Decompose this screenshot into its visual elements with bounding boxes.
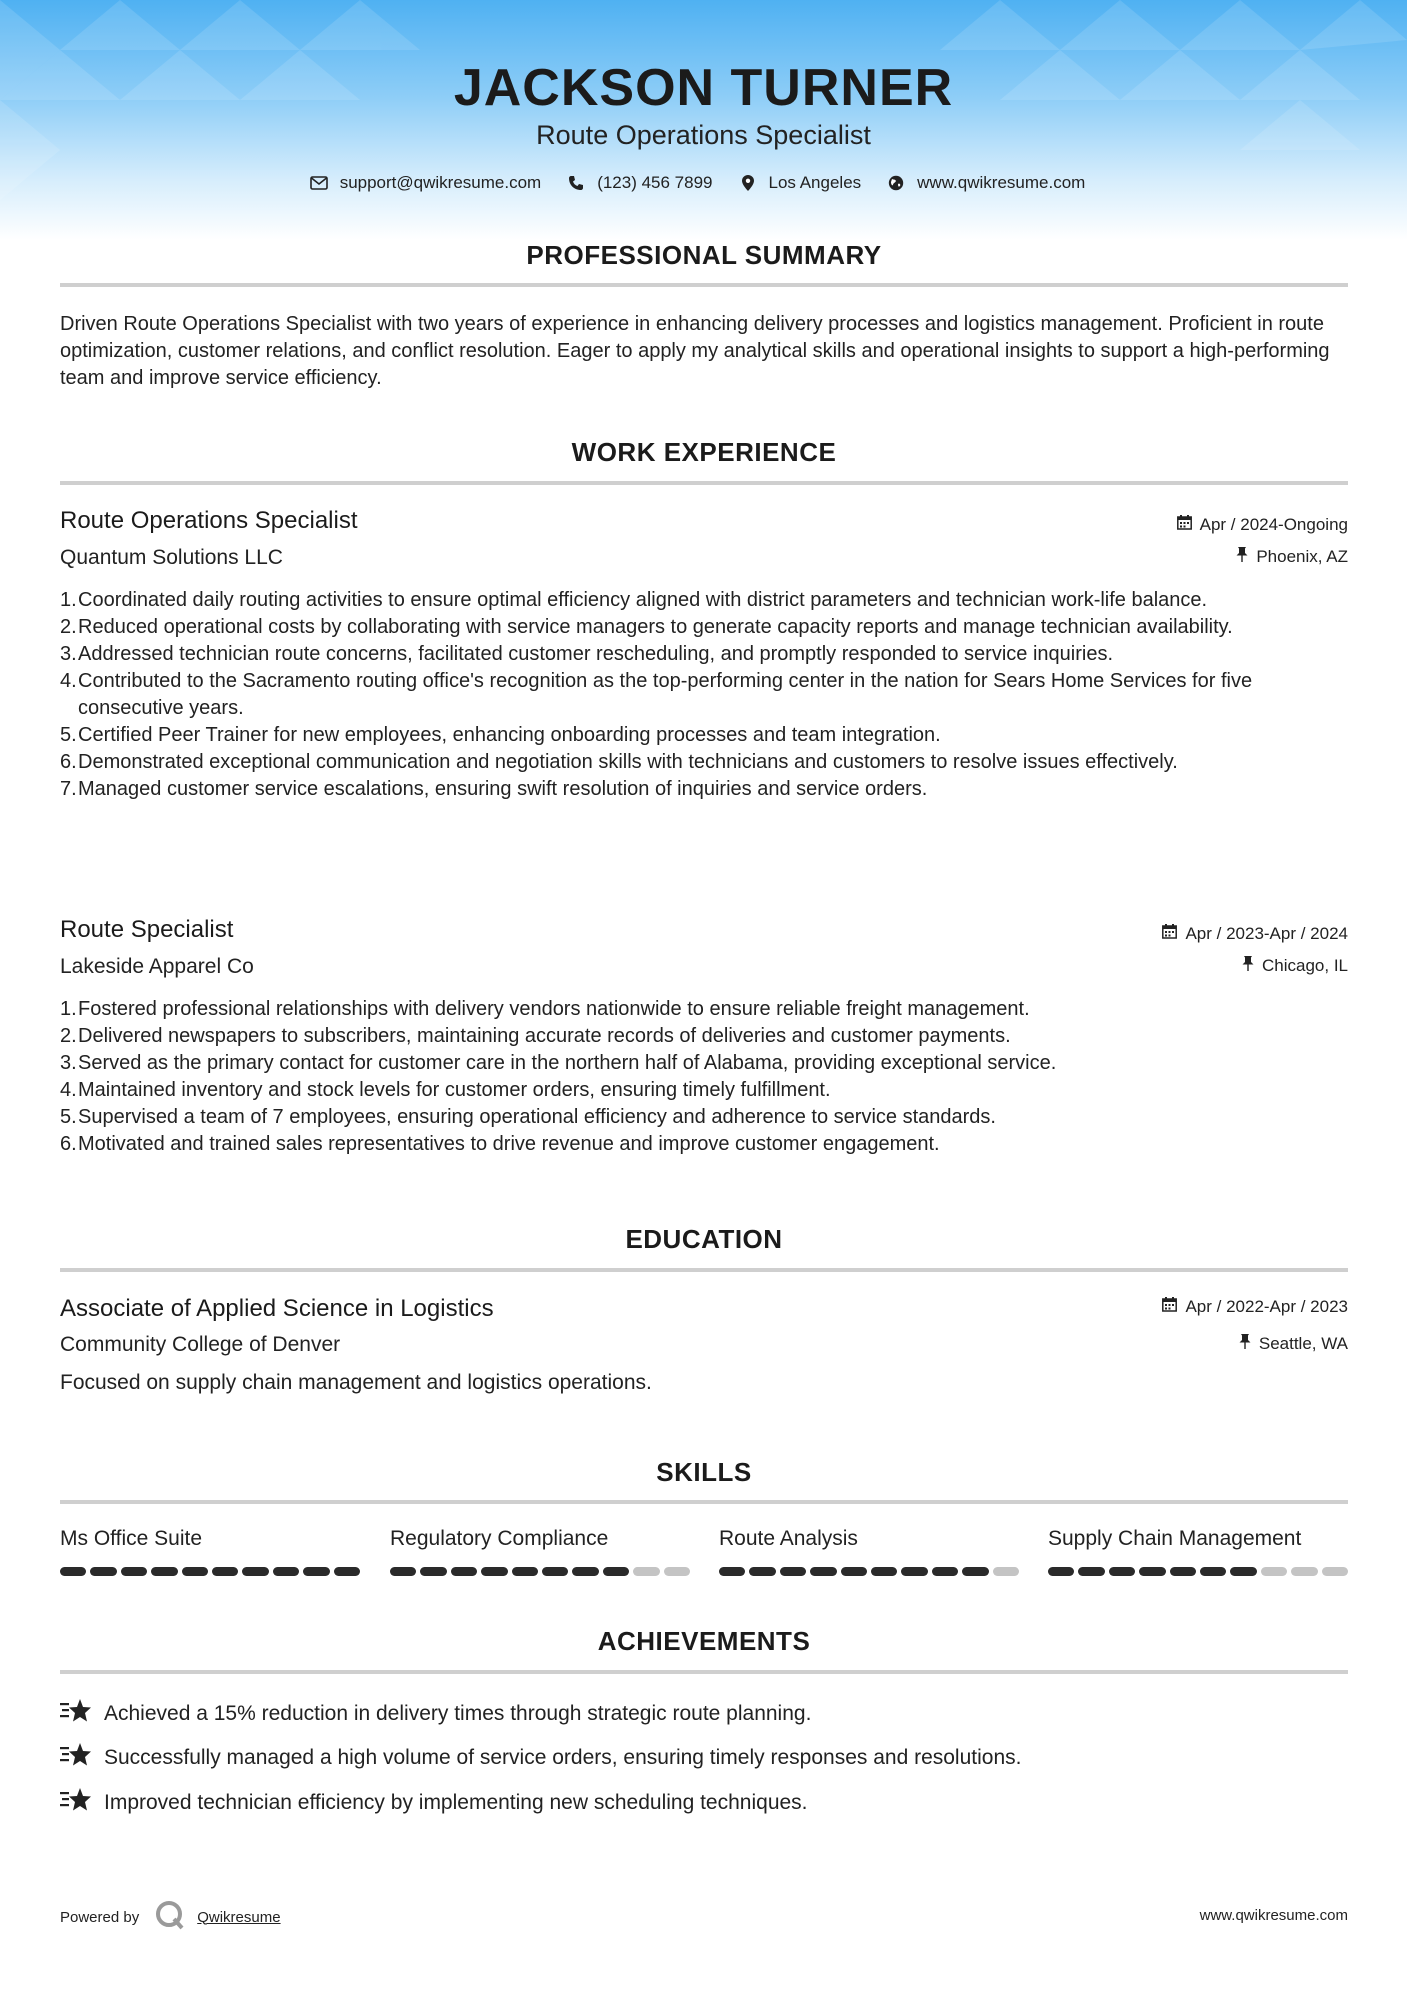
calendar-icon xyxy=(1162,1297,1177,1317)
job-dates-text: Apr / 2023-Apr / 2024 xyxy=(1185,924,1348,943)
job-company: Quantum Solutions LLC xyxy=(60,546,283,569)
skill-dot-filled xyxy=(90,1567,116,1576)
experience-divider xyxy=(60,481,1348,485)
skill-dot-filled xyxy=(932,1567,958,1576)
skill-dot-filled xyxy=(1139,1567,1165,1576)
skill-dot-filled xyxy=(182,1567,208,1576)
star-icon xyxy=(60,1786,92,1820)
globe-icon xyxy=(885,172,907,194)
contact-phone-text: (123) 456 7899 xyxy=(597,173,713,192)
list-item: 5. Supervised a team of 7 employees, ensuring operational efficiency and adherence to service standards. xyxy=(60,1106,996,1128)
skill-dot-filled xyxy=(871,1567,897,1576)
school-name: Community College of Denver xyxy=(60,1333,341,1356)
job-responsibilities xyxy=(60,996,1348,1158)
skill-dot-filled xyxy=(962,1567,988,1576)
skill-dot-filled xyxy=(451,1567,477,1576)
skill-dot-filled xyxy=(1078,1567,1104,1576)
contact-email[interactable] xyxy=(308,172,542,194)
star-icon xyxy=(60,1697,92,1731)
list-item: 6. Demonstrated exceptional communication and negotiation skills with technicians and customers to resolve issues effectively. xyxy=(60,751,1178,773)
skill-dot-empty xyxy=(993,1567,1019,1576)
skill-dot-filled xyxy=(603,1567,629,1576)
list-item: 5. Certified Peer Trainer for new employees, enhancing onboarding processes and team integration. xyxy=(60,724,941,746)
skill-dot-filled xyxy=(60,1567,86,1576)
skill-rating xyxy=(60,1567,360,1576)
qwikresume-link[interactable]: Qwikresume xyxy=(197,1908,281,1926)
experience-heading: WORK EXPERIENCE xyxy=(571,437,837,467)
job-title: Route Operations Specialist xyxy=(60,507,358,534)
calendar-icon xyxy=(1177,515,1192,535)
achievement-item xyxy=(60,1786,1348,1820)
achievement-text: Successfully managed a high volume of service orders, ensuring timely responses and resolutions. xyxy=(104,1746,1022,1769)
powered-by-label: Powered by xyxy=(60,1908,140,1926)
skill-dot-filled xyxy=(841,1567,867,1576)
job-title: Route Specialist xyxy=(60,916,234,943)
skill-dot-filled xyxy=(1048,1567,1074,1576)
skill-dot-filled xyxy=(780,1567,806,1576)
skill-dot-filled xyxy=(212,1567,238,1576)
job-location-text: Phoenix, AZ xyxy=(1256,547,1348,566)
skill-dot-filled xyxy=(512,1567,538,1576)
list-item: 2. Delivered newspapers to subscribers, maintaining accurate records of deliveries and customer payments. xyxy=(60,1025,1011,1047)
skill-dot-filled xyxy=(303,1567,329,1576)
skill-dot-empty xyxy=(1322,1567,1348,1576)
skill-dot-filled xyxy=(334,1567,360,1576)
skills-heading: SKILLS xyxy=(656,1457,752,1487)
contact-phone[interactable] xyxy=(565,172,712,194)
achievements-heading: ACHIEVEMENTS xyxy=(597,1626,811,1656)
education-heading: EDUCATION xyxy=(625,1224,783,1254)
summary-text: Driven Route Operations Specialist with two years of experience in enhancing delivery processes and logistics management. Proficient in route optimization, customer relations, and conflict resolution. Eager to apply my analytical skills and operational insights to support a high-performing team and improve service efficiency. xyxy=(60,313,1330,389)
achievement-item xyxy=(60,1697,1348,1731)
skill-dot-filled xyxy=(481,1567,507,1576)
job-company: Lakeside Apparel Co xyxy=(60,955,254,978)
skill-dot-empty xyxy=(1291,1567,1317,1576)
list-item: 4. Maintained inventory and stock levels for customer orders, ensuring timely fulfillment. xyxy=(60,1079,831,1101)
skill-label: Regulatory Compliance xyxy=(390,1527,609,1550)
education-description: Focused on supply chain management and logistics operations. xyxy=(60,1371,652,1394)
pushpin-icon xyxy=(1239,1334,1251,1354)
list-item: 7. Managed customer service escalations, ensuring swift resolution of inquiries and service orders. xyxy=(60,778,928,800)
contact-website[interactable] xyxy=(885,172,1085,194)
pushpin-icon xyxy=(1242,956,1254,976)
footer-powered-by xyxy=(60,1900,281,1934)
skill-ms-office-suite xyxy=(60,1527,360,1576)
skill-dot-filled xyxy=(420,1567,446,1576)
degree-title: Associate of Applied Science in Logistics xyxy=(60,1295,494,1322)
skill-dot-empty xyxy=(664,1567,690,1576)
job-responsibilities xyxy=(60,587,1348,803)
job-location xyxy=(1236,547,1348,567)
skill-dot-filled xyxy=(749,1567,775,1576)
skill-dot-filled xyxy=(151,1567,177,1576)
skill-rating xyxy=(390,1567,690,1576)
skill-route-analysis xyxy=(719,1527,1019,1576)
candidate-name: JACKSON TURNER xyxy=(453,59,954,117)
list-item: 3. Addressed technician route concerns, facilitated customer rescheduling, and promptly responded to service inquiries. xyxy=(60,643,1113,665)
education-divider xyxy=(60,1268,1348,1272)
list-item: 6. Motivated and trained sales representatives to drive revenue and improve customer engagement. xyxy=(60,1133,940,1155)
pushpin-icon xyxy=(1236,547,1248,567)
skill-dot-filled xyxy=(1200,1567,1226,1576)
list-item: 1. Coordinated daily routing activities to ensure optimal efficiency aligned with district parameters and technician work-life balance. xyxy=(60,589,1208,611)
skill-rating xyxy=(719,1567,1019,1576)
skills-divider xyxy=(60,1500,1348,1504)
education-location-text: Seattle, WA xyxy=(1258,1334,1348,1353)
skill-dot-filled xyxy=(810,1567,836,1576)
skill-dot-filled xyxy=(390,1567,416,1576)
education-location xyxy=(1239,1334,1348,1354)
calendar-icon xyxy=(1162,924,1177,944)
education-dates xyxy=(1162,1297,1348,1317)
skill-dot-empty xyxy=(1261,1567,1287,1576)
location-pin-icon xyxy=(737,172,759,194)
skill-supply-chain-management xyxy=(1048,1527,1348,1576)
skill-rating xyxy=(1048,1567,1348,1576)
skill-dot-filled xyxy=(719,1567,745,1576)
achievements-divider xyxy=(60,1670,1348,1674)
skill-dot-filled xyxy=(273,1567,299,1576)
skill-dot-filled xyxy=(1170,1567,1196,1576)
skill-label: Route Analysis xyxy=(719,1527,858,1550)
achievement-text: Achieved a 15% reduction in delivery times through strategic route planning. xyxy=(104,1702,812,1725)
list-item: 3. Served as the primary contact for customer care in the northern half of Alabama, providing exceptional service. xyxy=(60,1052,1057,1074)
job-dates xyxy=(1162,924,1348,944)
contact-email-text: support@qwikresume.com xyxy=(339,173,542,192)
summary-heading: PROFESSIONAL SUMMARY xyxy=(526,240,882,270)
phone-icon xyxy=(565,172,587,194)
resume-header xyxy=(0,0,1407,240)
list-item: 1. Fostered professional relationships with delivery vendors nationwide to ensure reliable freight management. xyxy=(60,998,1030,1020)
skill-dot-filled xyxy=(1230,1567,1256,1576)
candidate-role: Route Operations Specialist xyxy=(536,120,871,150)
list-item: 2. Reduced operational costs by collaborating with service managers to generate capacity reports and manage technician availability. xyxy=(60,616,1233,638)
achievement-item xyxy=(60,1741,1348,1775)
skill-dot-filled xyxy=(1109,1567,1135,1576)
skill-dot-filled xyxy=(901,1567,927,1576)
list-item: 4. Contributed to the Sacramento routing office's recognition as the top-performing center in the nation for Sears Home Services for five consecutive years. xyxy=(60,670,1253,719)
job-location-text: Chicago, IL xyxy=(1262,956,1348,975)
contact-location xyxy=(737,172,862,194)
summary-divider xyxy=(60,283,1348,287)
skill-label: Ms Office Suite xyxy=(60,1527,202,1550)
skill-dot-filled xyxy=(572,1567,598,1576)
job-dates xyxy=(1177,515,1348,535)
skill-dot-filled xyxy=(542,1567,568,1576)
star-icon xyxy=(60,1741,92,1775)
qwikresume-logo-icon xyxy=(155,1900,185,1934)
contact-website-text: www.qwikresume.com xyxy=(917,173,1086,192)
skill-regulatory-compliance xyxy=(390,1527,690,1576)
job-dates-text: Apr / 2024-Ongoing xyxy=(1199,515,1348,534)
education-dates-text: Apr / 2022-Apr / 2023 xyxy=(1185,1297,1348,1316)
skill-dot-filled xyxy=(121,1567,147,1576)
skill-dot-empty xyxy=(633,1567,659,1576)
footer-website[interactable]: www.qwikresume.com xyxy=(1199,1907,1348,1924)
skill-dot-filled xyxy=(242,1567,268,1576)
skill-label: Supply Chain Management xyxy=(1048,1527,1302,1550)
contact-location-text: Los Angeles xyxy=(768,173,862,192)
email-icon xyxy=(308,172,330,194)
achievement-text: Improved technician efficiency by implementing new scheduling techniques. xyxy=(104,1791,808,1814)
contact-bar xyxy=(0,172,1407,194)
job-location xyxy=(1242,956,1348,976)
